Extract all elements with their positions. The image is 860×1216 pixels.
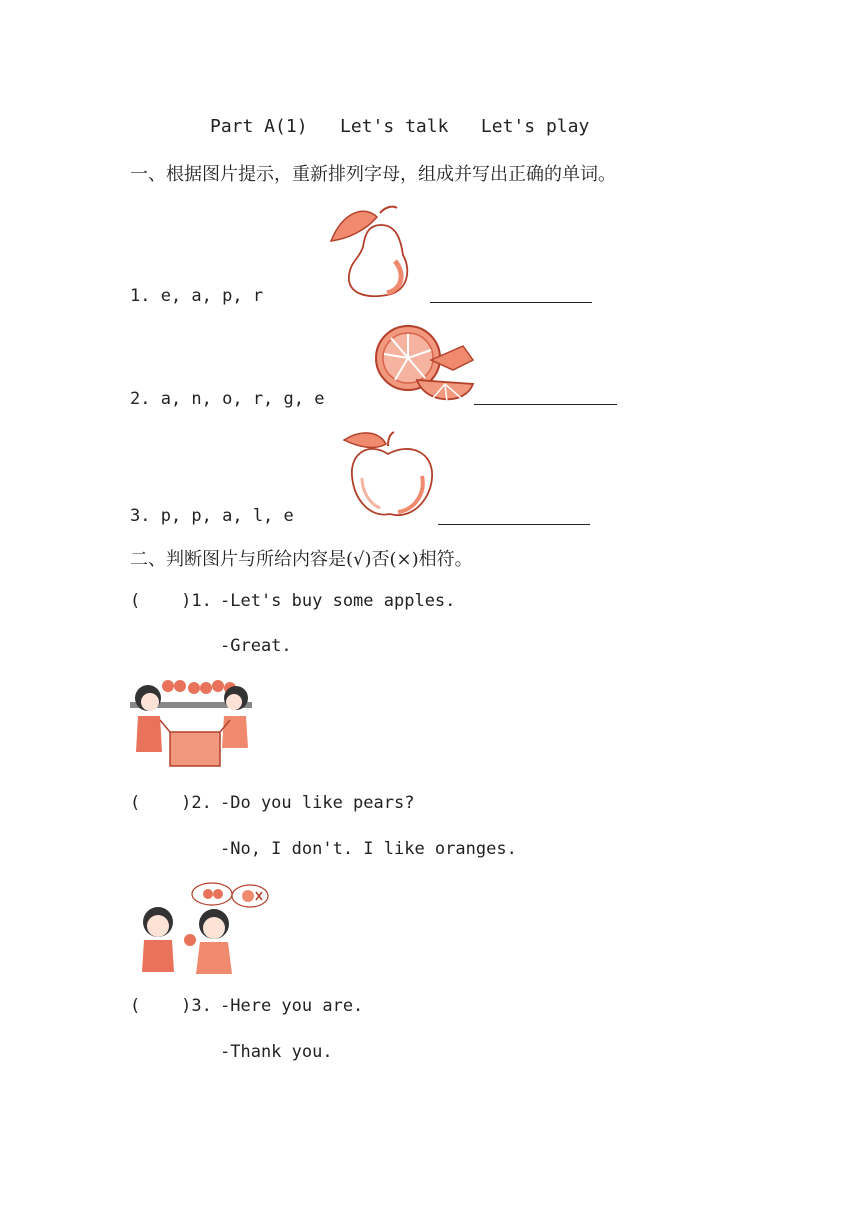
item3-letters: 3. p, p, a, l, e xyxy=(130,506,294,526)
orange-icon xyxy=(373,320,478,410)
judge2-prefix: ( )2. xyxy=(130,793,212,813)
judge3-prefix: ( )3. xyxy=(130,996,212,1016)
answer-line-2[interactable] xyxy=(474,404,617,405)
judge3-line2: -Thank you. xyxy=(220,1042,333,1062)
judge2-line1: -Do you like pears? xyxy=(220,793,415,813)
apple-icon xyxy=(340,428,440,523)
judge1-prefix: ( )1. xyxy=(130,591,212,611)
section2-heading: 二、判断图片与所给内容是(√)否(×)相符。 xyxy=(130,549,473,570)
section1-heading: 一、根据图片提示，重新排列字母，组成并写出正确的单词。 xyxy=(130,164,616,185)
answer-line-3[interactable] xyxy=(438,524,590,525)
judge3-line1: -Here you are. xyxy=(220,996,364,1016)
answer-line-1[interactable] xyxy=(430,302,592,303)
pear-icon xyxy=(325,203,420,298)
kids-talking-illustration xyxy=(130,880,270,978)
page-title: Part A(1) Let's talk Let's play xyxy=(210,116,590,137)
judge1-line1: -Let's buy some apples. xyxy=(220,591,456,611)
item1-letters: 1. e, a, p, r xyxy=(130,286,264,306)
judge2-line2: -No, I don't. I like oranges. xyxy=(220,839,517,859)
item2-letters: 2. a, n, o, r, g, e xyxy=(130,389,325,409)
kids-shopping-illustration xyxy=(130,672,252,772)
judge1-line2: -Great. xyxy=(220,636,292,656)
